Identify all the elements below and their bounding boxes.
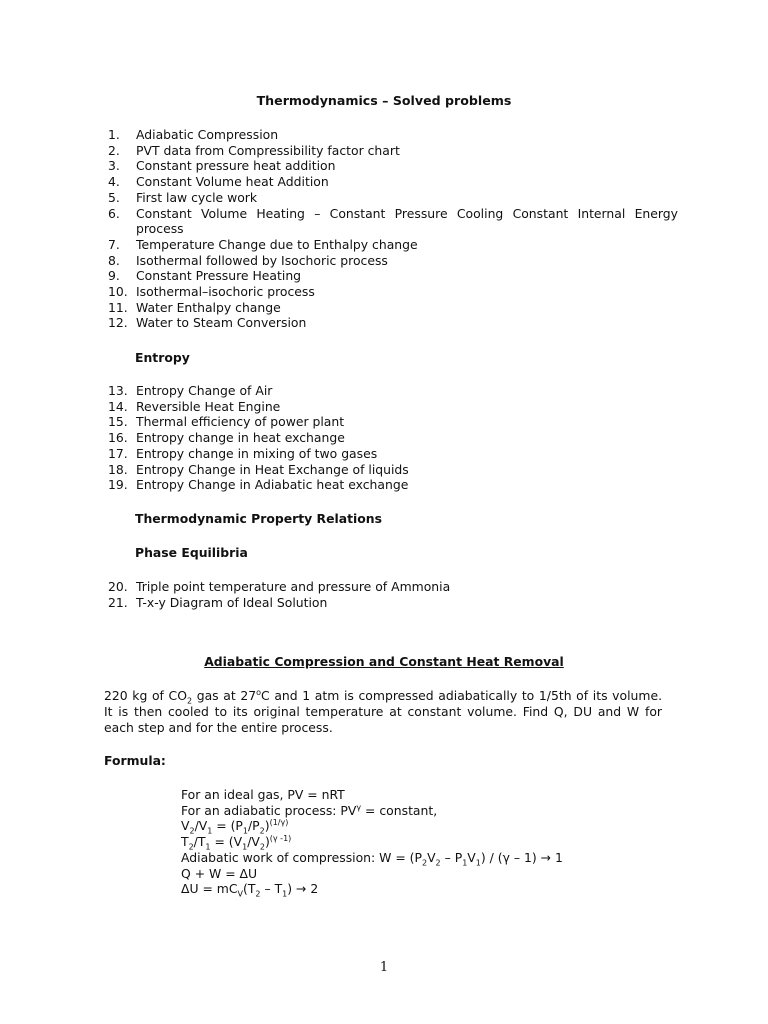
toc-item-number: 1. [108,127,120,142]
toc-item-number: 6. [108,205,120,221]
formula-adiabatic-work: Adiabatic work of compression: $W = (P_2V_2 - P_1V_1) / (\gamma - 1) \to 1$ [181,849,563,868]
toc-item-number: 17. [108,445,128,461]
formula-text: For an adiabatic process: PV [181,802,357,818]
toc-item-number: 21. [108,594,128,610]
degree-superscript: o [256,687,262,697]
toc-item-text: Adiabatic Compression [136,127,279,142]
formula-block [181,787,563,897]
toc-item [108,127,678,143]
toc-item [108,315,678,331]
formula-label: Formula: [104,753,166,768]
toc-item-text: Thermal efficiency of power plant [136,414,345,430]
page-title: Thermodynamics – Solved problems [256,93,512,108]
formula-ideal-gas: For an ideal gas, PV = nRT [181,787,345,802]
problem-text: gas at 27 [192,688,257,703]
toc-item-number: 13. [108,383,128,398]
problem-text: 220 kg of CO [104,688,187,703]
toc-item [108,300,678,316]
toc-item-number: 5. [108,189,120,205]
toc-item-text: Water Enthalpy change [136,299,281,315]
formula-temperature-ratio: $T_2/T_1 = (V_1/V_2)^{(\gamma -1)}$ [181,833,292,852]
toc-item-text: Entropy change in mixing of two gases [136,445,378,461]
toc-item-number: 14. [108,398,128,414]
phase-equilibria-heading: Phase Equilibria [135,545,248,560]
toc-item-text: Constant pressure heat addition [136,158,336,174]
toc-item [108,253,678,269]
toc-item [108,595,678,611]
page-number: 1 [379,960,389,975]
formula-internal-energy: $\Delta U = mC_V(T_2 - T_1) \to 2$ [181,881,319,899]
toc-item-number: 9. [108,268,120,284]
toc-item-number: 2. [108,142,120,158]
toc-item [108,174,678,190]
property-relations-heading: Thermodynamic Property Relations [135,511,382,526]
toc-item-text: Isothermal followed by Isochoric process [136,252,388,268]
toc-item-number: 19. [108,477,128,493]
toc-item [108,430,678,446]
toc-item-number: 18. [108,461,128,477]
toc-item [108,383,678,399]
toc-item-text: Entropy change in heat exchange [136,430,345,446]
toc-item [108,237,678,253]
toc-item [108,284,678,300]
toc-item-text: Triple point temperature and pressure of Ammonia [136,579,451,594]
toc-item-text: Constant Volume Heating – Constant Pressure Cooling Constant Internal Energy process [136,205,678,237]
toc-item [108,206,678,237]
toc-item-text: Isothermal–isochoric process [136,284,315,300]
toc-item-text: Constant Pressure Heating [136,268,302,284]
toc-list-main [108,127,678,331]
toc-item [108,414,678,430]
toc-item-text: Reversible Heat Engine [136,398,281,414]
toc-item-text: Constant Volume heat Addition [136,174,329,190]
toc-item-text: Temperature Change due to Enthalpy change [136,236,418,252]
toc-item-number: 3. [108,158,120,174]
toc-item-number: 12. [108,315,128,331]
section-title: Adiabatic Compression and Constant Heat Removal [204,654,564,669]
superscript: γ [356,802,362,812]
toc-list-entropy [108,383,678,493]
formula-first-law: Q + W = ΔU [181,865,258,881]
toc-item-text: Entropy Change in Adiabatic heat exchange [136,477,409,493]
toc-item [108,477,678,493]
formula-volume-ratio: $V_2/V_1 = (P_1/P_2)^{(1/\gamma)}$ [181,818,289,836]
toc-item-text: Water to Steam Conversion [136,315,307,331]
entropy-heading: Entropy [135,350,190,365]
toc-item [108,158,678,174]
toc-item-number: 7. [108,236,120,252]
toc-item-text: T-x-y Diagram of Ideal Solution [136,594,328,610]
toc-list-phase [108,579,678,610]
toc-item-number: 16. [108,430,128,446]
toc-item-text: First law cycle work [136,189,258,205]
toc-item [108,268,678,284]
problem-text: C and 1 atm is compressed adiabatically to 1/5th of its volume. It is then cooled to its original temperature at constant volume. Find Q, DU and W for each step and for the entire process. [104,688,663,735]
toc-item-text: Entropy Change of Air [136,383,273,398]
toc-item [108,579,678,595]
toc-item [108,190,678,206]
problem-statement [104,688,662,735]
toc-item [108,462,678,478]
formula-adiabatic [181,803,563,819]
toc-item [108,399,678,415]
toc-item [108,446,678,462]
subscript: 2 [186,696,193,706]
toc-item-number: 4. [108,174,120,190]
formula-text: = constant, [361,802,438,818]
toc-item-number: 15. [108,414,128,430]
toc-item-number: 11. [108,299,128,315]
toc-item-text: Entropy Change in Heat Exchange of liquids [136,461,409,477]
toc-item [108,143,678,159]
toc-item-text: PVT data from Compressibility factor chart [136,142,400,158]
toc-item-number: 10. [108,284,128,300]
toc-item-number: 8. [108,252,120,268]
toc-item-number: 20. [108,579,128,594]
